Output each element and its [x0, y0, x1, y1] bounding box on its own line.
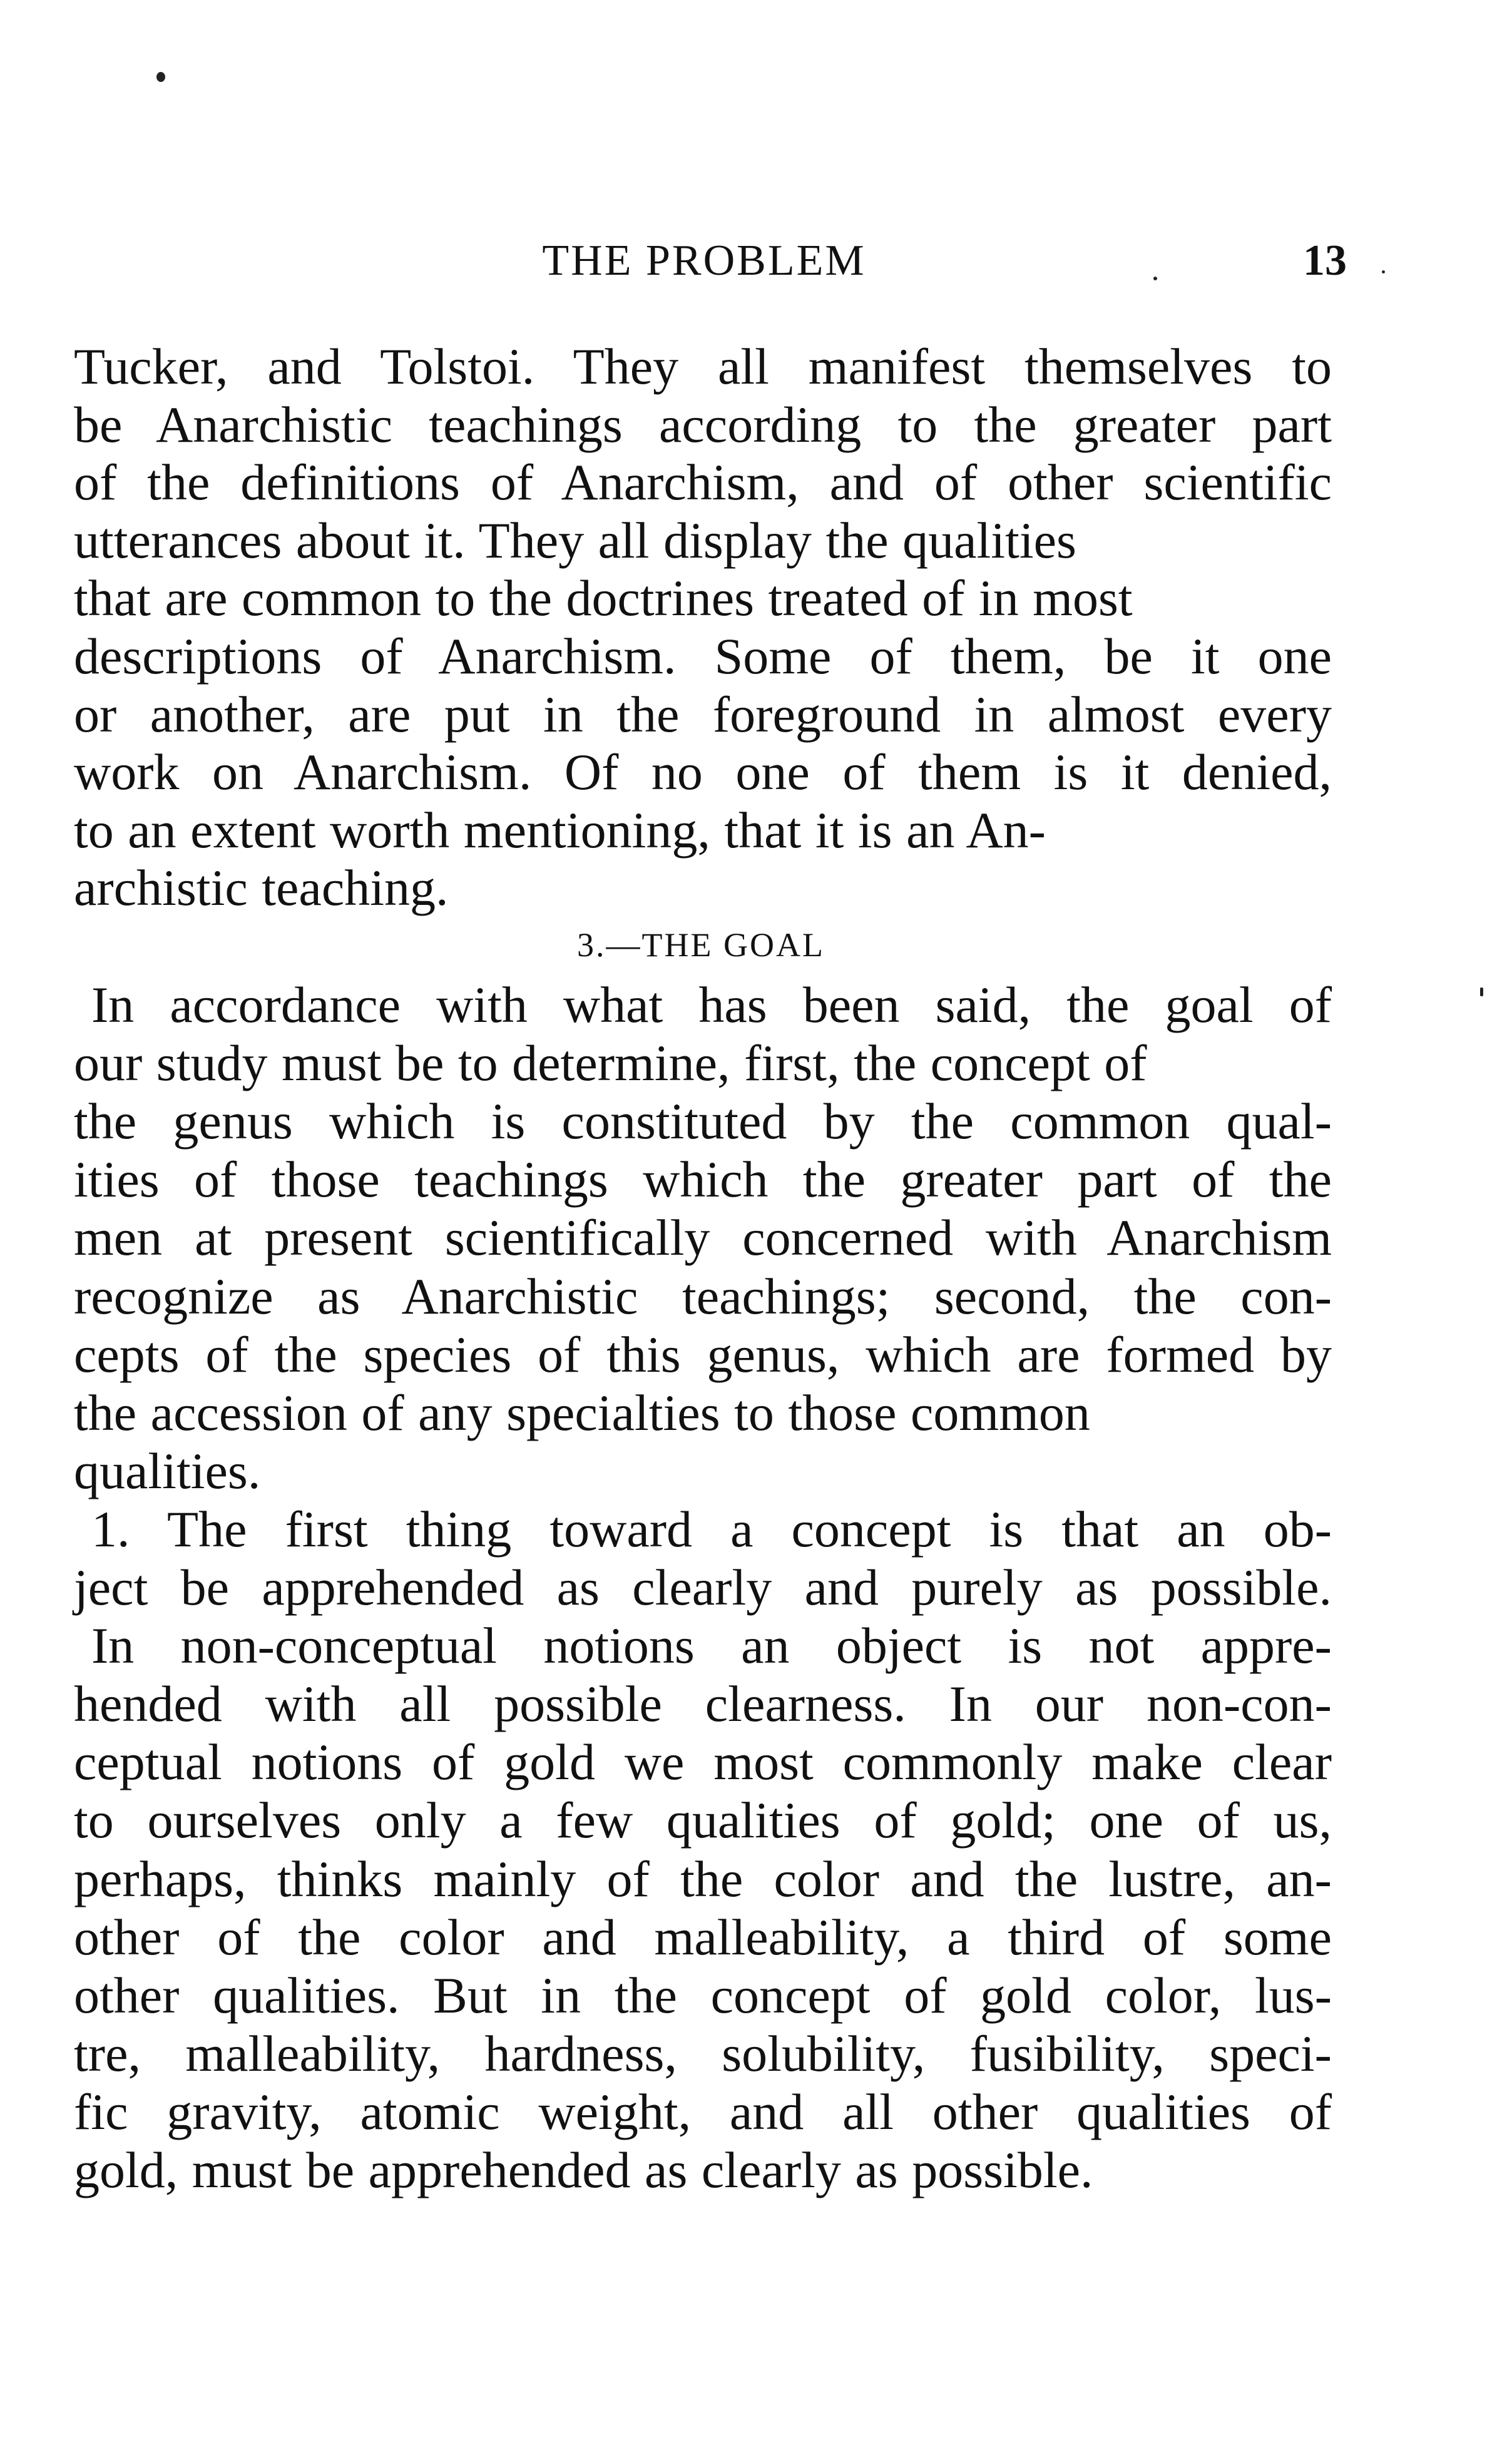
text-line: be Anarchistic teachings according to the greater part — [74, 396, 1332, 453]
text-line: or another, are put in the foreground in almost every — [74, 685, 1332, 743]
text-line: our study must be to determine, first, the concept of — [74, 1034, 1147, 1092]
text-line: work on Anarchism. Of no one of them is it denied, — [74, 743, 1332, 801]
text-line: to ourselves only a few qualities of gold; one of us, — [74, 1792, 1332, 1849]
text-line: the accession of any specialties to those common — [74, 1384, 1090, 1441]
text-line: archistic teaching. — [74, 859, 449, 917]
text-line: qualities. — [74, 1442, 261, 1499]
running-head-title: THE PROBLEM — [542, 237, 866, 285]
text-line: men at present scientifically concerned with Anarchism — [74, 1209, 1332, 1267]
text-line: ceptual notions of gold we most commonly make clear — [74, 1733, 1332, 1791]
text-line: In non-conceptual notions an object is not appre- — [91, 1617, 1332, 1675]
print-speck — [1480, 988, 1483, 996]
text-line: recognize as Anarchistic teachings; second, the con- — [74, 1267, 1332, 1325]
print-speck — [156, 72, 165, 82]
text-line: perhaps, thinks mainly of the color and the lustre, an- — [74, 1850, 1332, 1907]
text-line: to an extent worth mentioning, that it is an An- — [74, 801, 1046, 859]
text-line: ject be apprehended as clearly and purely as possible. — [74, 1559, 1332, 1616]
section-heading: 3.—THE GOAL — [577, 926, 825, 964]
text-line: In accordance with what has been said, the goal of — [91, 976, 1332, 1033]
text-line: other qualities. But in the concept of gold color, lus- — [74, 1966, 1332, 2024]
text-line: tre, malleability, hardness, solubility, fusibility, speci- — [74, 2024, 1332, 2082]
text-line: 1. The first thing toward a concept is that an ob- — [91, 1500, 1332, 1558]
text-line: descriptions of Anarchism. Some of them, be it one — [74, 628, 1332, 685]
text-line: utterances about it. They all display the qualities — [74, 511, 1076, 569]
text-line: the genus which is constituted by the common qual- — [74, 1093, 1332, 1150]
text-line: cepts of the species of this genus, which are formed by — [74, 1325, 1332, 1383]
text-line: that are common to the doctrines treated of in most — [74, 569, 1133, 627]
text-line: of the definitions of Anarchism, and of other scientific — [74, 454, 1332, 511]
print-speck — [1382, 270, 1385, 273]
text-line: Tucker, and Tolstoi. They all manifest themselves to — [74, 338, 1332, 395]
print-speck — [1153, 277, 1157, 280]
text-line: fic gravity, atomic weight, and all other qualities of — [74, 2083, 1332, 2140]
text-line: ities of those teachings which the greater part of the — [74, 1151, 1332, 1208]
text-line: gold, must be apprehended as clearly as possible. — [74, 2141, 1093, 2198]
page-number: 13 — [1303, 237, 1347, 285]
text-line: hended with all possible clearness. In our non-con- — [74, 1675, 1332, 1733]
text-line: other of the color and malleability, a third of some — [74, 1908, 1332, 1966]
